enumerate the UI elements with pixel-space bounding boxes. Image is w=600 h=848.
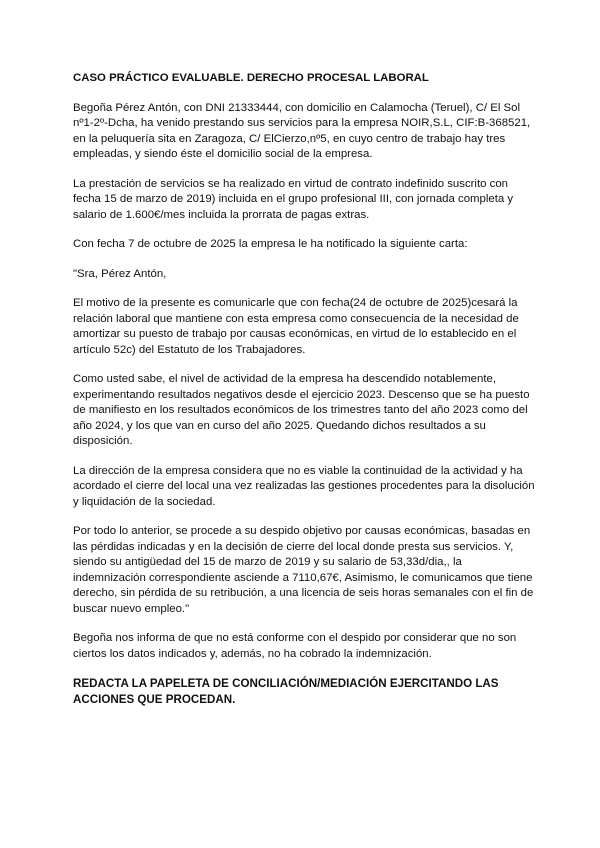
paragraph-employee-disagreement: Begoña nos informa de que no está conforme con el despido por considerar que no son ciertos los datos indicados y, además, no ha cobrado la indemnización. xyxy=(73,632,517,660)
paragraph-notification-date: Con fecha 7 de octubre de 2025 la empresa le ha notificado la siguiente carta: xyxy=(73,238,468,250)
paragraph-employee-details: Begoña Pérez Antón, con DNI 21333444, con domicilio en Calamocha (Teruel), C/ El Sol nº1-2º-Dcha, ha venido prestando sus servicios para la empresa NOIR,S.L, CIF:B-368521, en la peluquería sita en Zaragoza, C/ ElCierzo,nº5, en cuyo centro de trabajo hay tres empleadas, y siendo éste el domicilio social de la empresa. xyxy=(73,101,531,160)
paragraph-contract-details: La prestación de servicios se ha realizado en virtud de contrato indefinido suscrito con fecha 15 de marzo de 2019) incluida en el grupo profesional III, con jornada completa y salario de 1.600€/mes incluida la prorrata de pagas extras. xyxy=(73,177,514,221)
paragraph-letter-closure: La dirección de la empresa considera que no es viable la continuidad de la actividad y ha acordado el cierre del local una vez realizadas las gestiones procedentes para la disolución y liquidación de la sociedad. xyxy=(73,464,535,508)
paragraph-letter-motive: El motivo de la presente es comunicarle que con fecha(24 de octubre de 2025)cesará la relación laboral que mantiene con esta empresa como consecuencia de la necesidad de amortizar su puesto de trabajo por causas económicas, en virtud de lo establecido en el artículo 52c) del Estatuto de los Trabajadores. xyxy=(73,297,519,356)
paragraph-letter-results: Como usted sabe, el nivel de actividad de la empresa ha descendido notablemente, experimentando resultados negativos desde el ejercicio 2023. Descenso que se ha puesto de manifiesto en los resultados económicos de los trimestres tanto del año 2023 como del año 2024, y los que van en curso del año 2025. Quedando dichos resultados a su disposición. xyxy=(73,373,530,447)
assignment-instruction: REDACTA LA PAPELETA DE CONCILIACIÓN/MEDIACIÓN EJERCITANDO LAS ACCIONES QUE PROCEDAN. xyxy=(73,677,499,706)
paragraph-letter-salutation: "Sra, Pérez Antón, xyxy=(73,267,167,280)
document-content xyxy=(73,71,535,708)
document-title: CASO PRÁCTICO EVALUABLE. DERECHO PROCESAL LABORAL xyxy=(73,72,429,84)
paragraph-letter-dismissal: Por todo lo anterior, se procede a su despido objetivo por causas económicas, basadas en las pérdidas indicadas y en la decisión de cierre del local donde presta sus servicios. Y, siendo su antigüedad del 15 de marzo de 2019 y su salario de 53,33d/dia,, la indemnización correspondiente asciende a 7110,67€, Asimismo, le comunicamos que tiene derecho, sin pérdida de su retribución, a una licencia de seis horas semanales con el fin de buscar nuevo empleo." xyxy=(73,525,534,615)
